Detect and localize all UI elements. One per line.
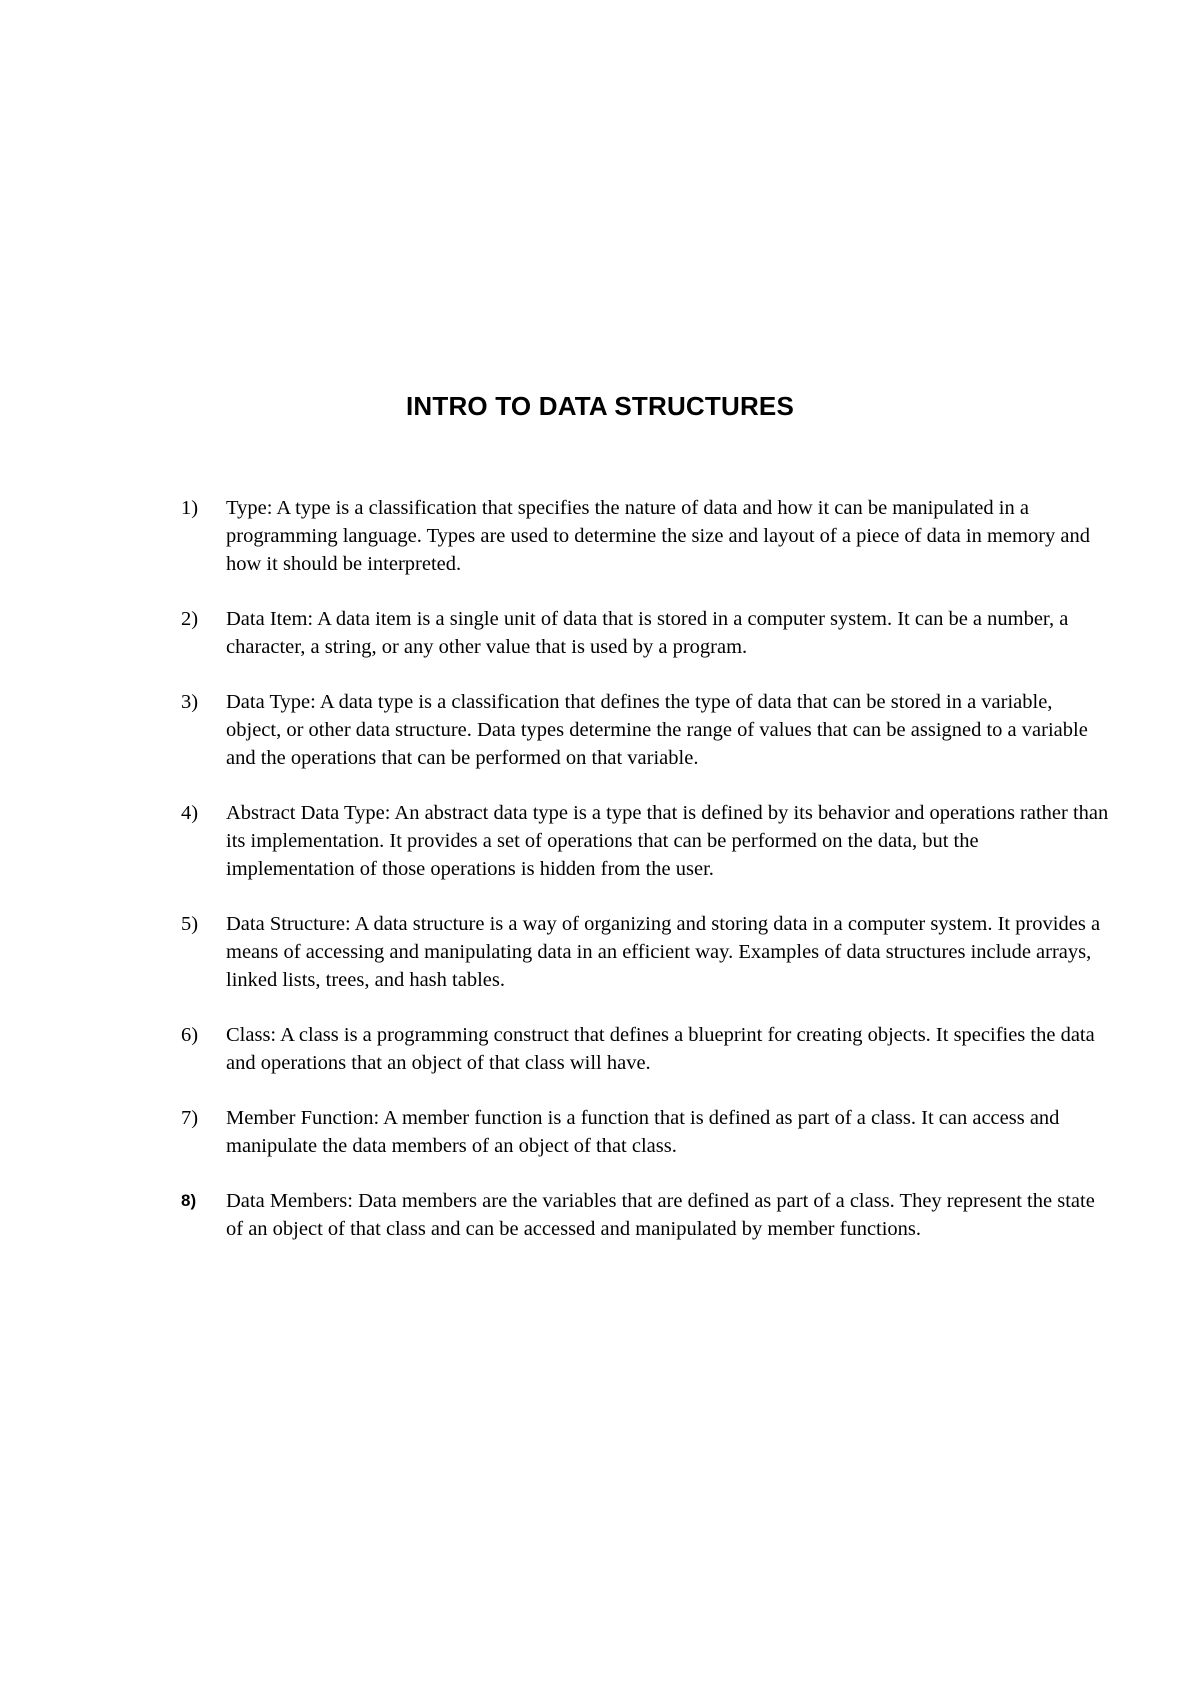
item-number: 8): [181, 1191, 197, 1210]
list-item: [181, 605, 1111, 661]
item-text: Member Function: A member function is a function that is defined as part of a class. It can access and manipulate the data members of an object of that class.: [226, 1107, 1060, 1157]
page-title: INTRO TO DATA STRUCTURES: [405, 391, 795, 421]
item-text: Data Structure: A data structure is a way of organizing and storing data in a computer system. It provides a means of accessing and manipulating data in an efficient way. Examples of data structures include arrays, linked lists, trees, and hash tables.: [226, 913, 1101, 991]
item-number: 6): [181, 1024, 199, 1046]
item-number: 2): [181, 608, 199, 630]
item-text: Data Item: A data item is a single unit of data that is stored in a computer system. It can be a number, a character, a string, or any other value that is used by a program.: [226, 608, 1069, 658]
list-item: [181, 799, 1111, 883]
item-text: Data Members: Data members are the variables that are defined as part of a class. They represent the state of an object of that class and can be accessed and manipulated by member functions.: [226, 1190, 1095, 1240]
definition-list: [181, 494, 1111, 1270]
list-item: [181, 1021, 1111, 1077]
item-text: Abstract Data Type: An abstract data type is a type that is defined by its behavior and operations rather than its implementation. It provides a set of operations that can be performed on the data, but the implementation of those operations is hidden from the user.: [226, 802, 1109, 880]
item-number: 1): [181, 497, 199, 519]
list-item: [181, 1104, 1111, 1160]
item-text: Class: A class is a programming construct that defines a blueprint for creating objects. It specifies the data and operations that an object of that class will have.: [226, 1024, 1095, 1074]
list-item: [181, 688, 1111, 772]
item-text: Data Type: A data type is a classification that defines the type of data that can be stored in a variable, object, or other data structure. Data types determine the range of values that can be assigned to a variable and the operations that can be performed on that variable.: [226, 691, 1088, 769]
item-number: 7): [181, 1107, 199, 1129]
list-item: [181, 1187, 1111, 1243]
item-number: 4): [181, 802, 199, 824]
list-item: [181, 910, 1111, 994]
list-item: [181, 494, 1111, 578]
item-number: 5): [181, 913, 199, 935]
item-number: 3): [181, 691, 199, 713]
item-text: Type: A type is a classification that specifies the nature of data and how it can be manipulated in a programming language. Types are used to determine the size and layout of a piece of data in memory and how it should be interpreted.: [226, 497, 1091, 575]
